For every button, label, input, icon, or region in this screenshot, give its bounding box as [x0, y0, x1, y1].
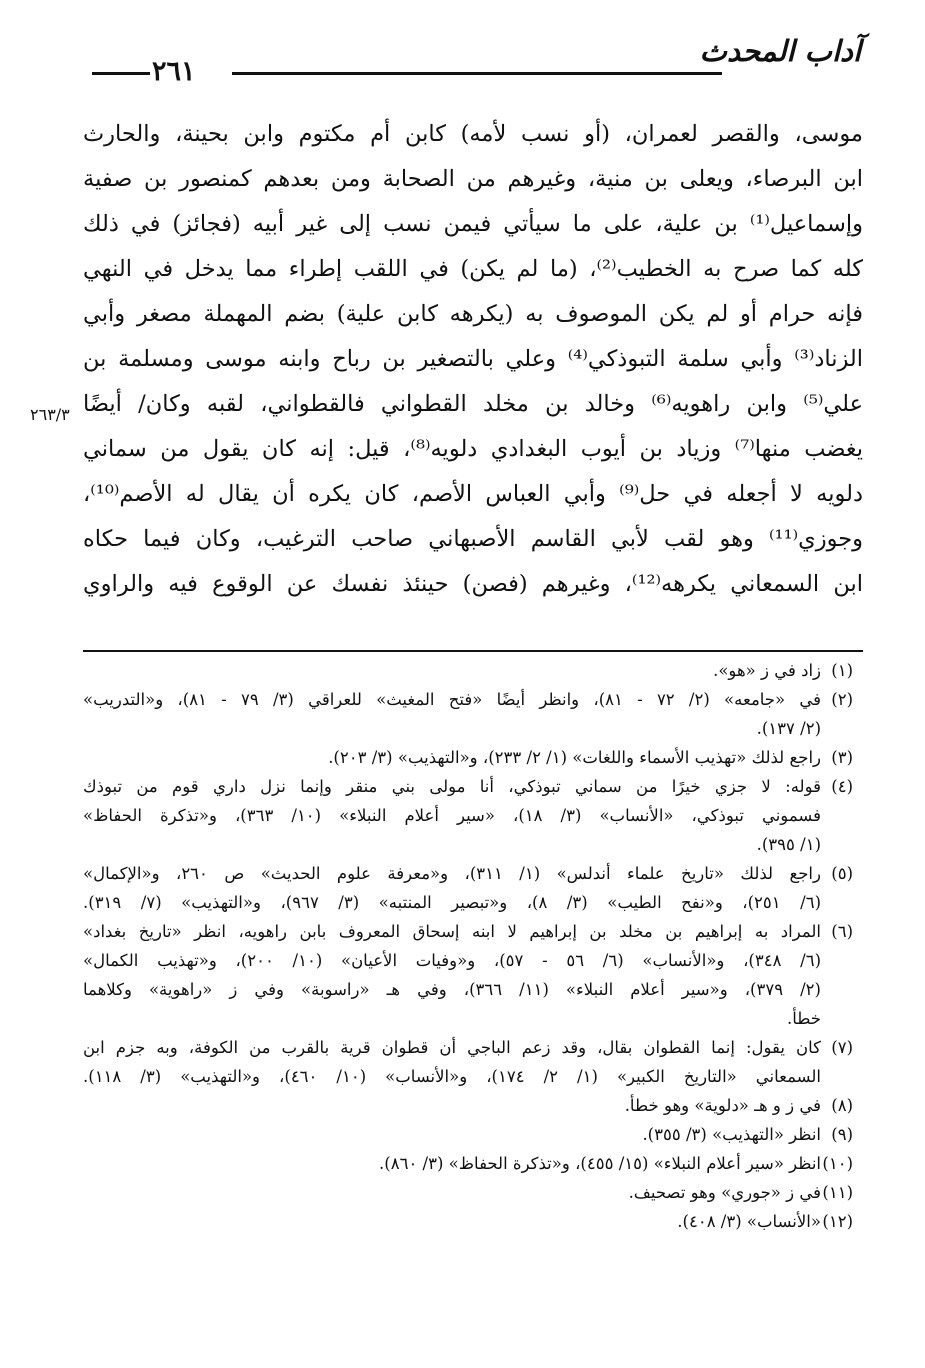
footnote-number: (٢) — [831, 690, 853, 709]
footnote-line: زاد في ز «هو». — [713, 661, 821, 680]
main-text-line: يغضب منها⁽⁷⁾ وزياد بن أيوب البغدادي دلويه⁽⁸⁾، قيل: إنه كان يقول من سماني — [83, 436, 863, 462]
main-text-line: كله كما صرح به الخطيب⁽²⁾، (ما لم يكن) في اللقب إطراء مما يدخل في النهي — [83, 256, 863, 282]
footnote-number: (١٢) — [822, 1212, 853, 1231]
main-text-line: الزناد⁽³⁾ وأبي سلمة التبوذكي⁽⁴⁾ وعلي بالتصغير بن رباح وابنه موسى ومسلمة بن — [83, 346, 863, 372]
footnote-line: (٦/ ٣٤٨)، و«الأنساب» (٦/ ٥٦ - ٥٧)، و«وفيات الأعيان» (١٠/ ٢٠٠)، و«تهذيب الكمال» — [83, 951, 821, 970]
page-number: ٢٦١ — [152, 56, 196, 87]
footnote-number: (٧) — [831, 1038, 853, 1057]
header-rule-right — [232, 72, 722, 75]
footnote-line: «الأنساب» (٣/ ٤٠٨). — [677, 1212, 821, 1231]
footnote — [83, 743, 853, 772]
main-text-line: فإنه حرام أو لم يكن الموصوف به (يكرهه كابن علية) بضم المهملة مصغر وأبي — [83, 301, 863, 327]
footnote — [83, 656, 853, 685]
footnote-number: (٩) — [831, 1125, 853, 1144]
header-rule-left — [92, 72, 150, 75]
main-text-line: ابن البرصاء، ويعلى بن منية، وغيرهم من الصحابة ومن بعدهم كمنصور بن صفية — [83, 166, 863, 192]
main-text-line: وإسماعيل⁽¹⁾ بن علية، على ما سيأتي فيمن نسب إلى غير أبيه (فجائز) في ذلك — [83, 211, 863, 237]
footnote-line: (٢/ ١٣٧). — [756, 719, 821, 738]
footnote — [83, 1149, 853, 1178]
footnote-number: (١١) — [822, 1183, 853, 1202]
footnote-line: راجع لذلك «تاريخ علماء أندلس» (١/ ٣١١)، و«معرفة علوم الحديث» ص ٢٦٠، و«الإكمال» — [83, 864, 821, 883]
main-text-line: ابن السمعاني يكرهه⁽¹²⁾، وغيرهم (فصن) حينئذ نفسك عن الوقوع فيه والراوي — [83, 571, 863, 597]
footnote-line: السمعاني «التاريخ الكبير» (١/ ٢/ ١٧٤)، و«الأنساب» (١٠/ ٤٦٠)، و«التهذيب» (٣/ ١١٨). — [83, 1067, 821, 1086]
main-text-line: دلويه لا أجعله في حل⁽⁹⁾ وأبي العباس الأصم، كان يكره أن يقال له الأصم⁽¹⁰⁾، — [83, 481, 863, 507]
footnote-number: (٨) — [831, 1096, 853, 1115]
footnote — [83, 685, 853, 743]
footnote-line: خطأ. — [786, 1009, 821, 1028]
footnote — [83, 859, 853, 917]
footnote-line: راجع لذلك «تهذيب الأسماء واللغات» (١/ ٢/ ٢٣٣)، و«التهذيب» (٣/ ٢٠٣). — [328, 748, 821, 767]
footnote — [83, 1091, 853, 1120]
running-header-title: آداب المحدث — [699, 34, 861, 68]
footnote — [83, 1120, 853, 1149]
footnote — [83, 1033, 853, 1091]
footnote-line: في ز و هـ «دلوية» وهو خطأ. — [624, 1096, 821, 1115]
footnote — [83, 1207, 853, 1236]
footnote-number: (١٠) — [822, 1154, 853, 1173]
footnote-line: (٢/ ٣٧٩)، و«سير أعلام النبلاء» (١١/ ٣٦٦)، وفي هـ «راسوبة» وفي ز «راهوية» وكلاهما — [83, 980, 821, 999]
footnote-line: المراد به إبراهيم بن مخلد بن إبراهيم لا ابنه إسحاق المعروف بابن راهويه، انظر «تاريخ بغداد» — [83, 922, 821, 941]
footnote-line: في «جامعه» (٢/ ٧٢ - ٨١)، وانظر أيضًا «فتح المغيث» للعراقي (٣/ ٧٩ - ٨١)، و«التدريب» — [83, 690, 821, 709]
margin-volume-page-note: ٢٦٣/٣ — [30, 405, 70, 424]
main-text-line: علي⁽⁵⁾ وابن راهويه⁽⁶⁾ وخالد بن مخلد القطواني فالقطواني، لقبه وكان/ أيضًا — [83, 391, 863, 417]
footnote-line: انظر «التهذيب» (٣/ ٣٥٥). — [642, 1125, 821, 1144]
footnote-number: (٣) — [831, 748, 853, 767]
footnote-line: (١/ ٣٩٥). — [756, 835, 821, 854]
footnote — [83, 772, 853, 859]
footnote-line: فسموني تبوذكي، «الأنساب» (٣/ ١٨)، «سير أعلام النبلاء» (١٠/ ٣٦٣)، و«تذكرة الحفاظ» — [83, 806, 821, 825]
footnote-number: (٥) — [831, 864, 853, 883]
footnote — [83, 917, 853, 1033]
footnote-number: (٦) — [831, 922, 853, 941]
footnote-number: (١) — [831, 661, 853, 680]
main-text-line: موسى، والقصر لعمران، (أو نسب لأمه) كابن أم مكتوم وابن بحينة، والحارث — [83, 121, 863, 147]
footnote-line: قوله: لا جزي خيرًا من سماني تبوذكي، أنا مولى بني منقر وإنما نزل داري قوم من تبوذك — [83, 777, 821, 796]
footnote-line: (٦/ ٢٥١)، و«نفح الطيب» (٣/ ٨)، و«تبصير المنتبه» (٣/ ٩٦٧)، و«التهذيب» (٧/ ٣١٩). — [83, 893, 821, 912]
footnote-line: كان يقول: إنما القطوان بقال، وقد زعم الباجي أن قطوان قرية بالقرب من الكوفة، وبه جزم ابن — [83, 1038, 821, 1057]
footnote — [83, 1178, 853, 1207]
footnote-number: (٤) — [831, 777, 853, 796]
main-text — [83, 112, 863, 607]
footnote-line: في ز «جوري» وهو تصحيف. — [628, 1183, 821, 1202]
footnote-separator — [83, 650, 863, 652]
footnotes — [83, 656, 853, 1236]
main-text-line: وجوزي⁽¹¹⁾ وهو لقب لأبي القاسم الأصبهاني صاحب الترغيب، وكان فيما حكاه — [83, 526, 863, 552]
footnote-line: انظر «سير أعلام النبلاء» (١٥/ ٤٥٥)، و«تذكرة الحفاظ» (٣/ ٨٦٠). — [379, 1154, 821, 1173]
